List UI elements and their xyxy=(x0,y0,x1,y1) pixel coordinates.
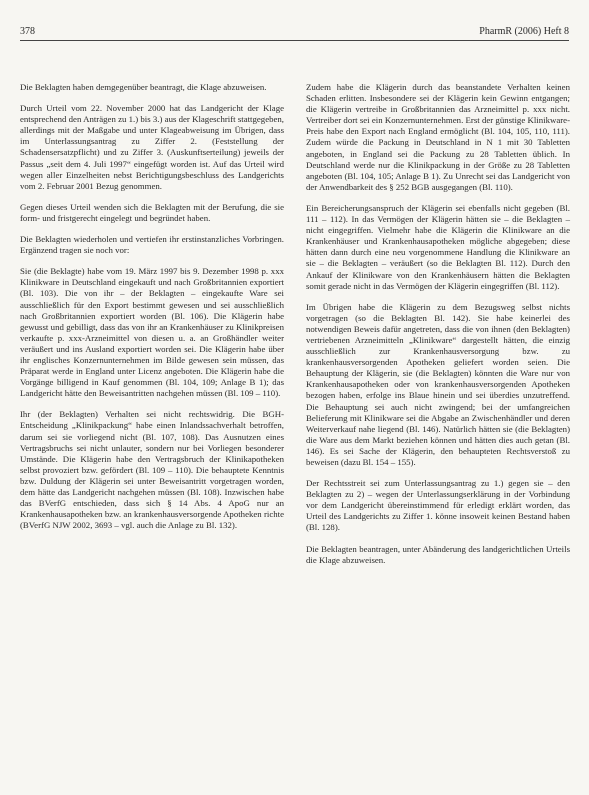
page-number: 378 xyxy=(20,26,35,37)
right-column xyxy=(306,82,570,576)
paragraph: Zudem habe die Klägerin durch das beanstandete Verhalten keinen Schaden erlitten. Insbesondere sei der Klägerin kein Gewinn entgangen; die Klägerin vertreibe in Großbritannien das Arzneimittel p. xxx nicht. Vertreiber dort sei ein Konzernunternehmen. Erst der günstige Klinikware-Preis habe den Export nach England ermöglicht (Bl. 104, 105, 110, 111). Zudem würde die Packung in Deutschland in N 1 mit 30 Tabletten angeboten, in England sei die Packung zu 28 Tabletten üblich. In Deutschland werde nur die Klinikpackung in der Größe zu 28 Tabletten angeboten (Bl. 104, 105; Anlage B 1). Zu Unrecht sei das Landgericht von der Anwendbarkeit des § 252 BGB ausgegangen (Bl. 110). xyxy=(306,82,570,192)
left-column xyxy=(20,82,284,541)
paragraph: Gegen dieses Urteil wenden sich die Beklagten mit der Berufung, die sie form- und fristgerecht eingelegt und begründet haben. xyxy=(20,201,284,223)
paragraph: Durch Urteil vom 22. November 2000 hat das Landgericht der Klage entsprechend den Anträgen zu 1.) bis 3.) aus der Klageschrift stattgegeben, allerdings mit der Maßgabe und unter Klageabweisung im Übrigen, dass im Unterlassungsantrag zu Ziffer 2. (Feststellung der Schadensersatzpflicht) und zu Ziffer 3. (Auskunftserteilung) jeweils der Passus „seit dem 4. Juli 1997“ eingefügt worden ist. Auf das Urteil wird wegen aller Einzelheiten nebst Berichtigungsbeschluss des Landgerichts vom 2. Februar 2001 Bezug genommen. xyxy=(20,103,284,191)
paragraph: Die Beklagten haben demgegenüber beantragt, die Klage abzuweisen. xyxy=(20,82,267,92)
journal-reference: PharmR (2006) Heft 8 xyxy=(479,26,569,37)
paragraph: Die Beklagten wiederholen und vertiefen ihr erstinstanzliches Vorbringen. Ergänzend tragen sie noch vor: xyxy=(20,234,284,256)
paragraph: Im Übrigen habe die Klägerin zu dem Bezugsweg selbst nichts vorgetragen (so die Beklagten Bl. 142). Sie habe keinerlei des notwendigen Beweis dafür angetreten, dass die von ihnen (den Beklagten) vertriebenen Arzneimitteln „Klinikware“ dargestellt hätten, die einzig ausschließlich zur Krankenhausversorgung bzw. zu krankenhausversorgenden Apotheken geliefert worden seien. Die Behauptung der Klägerin, sie (die Beklagten) könnten die Ware nur von Krankenhausapotheken oder von krankenhausversorgenden Apotheken bezogen haben, erfolge ins Blaue hinein und sei überdies unzutreffend. Die Behauptung sei auch nicht zwingend; bei der umfangreichen Belieferung mit Klinikware sei die Abgabe an Zwischenhändler und deren Weiterverkauf nahe liegend (Bl. 146). Natürlich hätten sie (die Beklagten) die Ware aus dem Markt beziehen können und hätten dies auch getan (Bl. 146). Es sei Sache der Klägerin, den behaupteten Rechtsverstoß zu beweisen (dazu Bl. 154 – 155). xyxy=(306,301,570,467)
paragraph: Ein Bereicherungsanspruch der Klägerin sei ebenfalls nicht gegeben (Bl. 111 – 112). In das Vermögen der Klägerin hätten sie – die Beklagten – nicht eingegriffen. Vielmehr habe die Klägerin die Klinikware an die Krankenhäuser und Krankenhausapotheken mögliche abgegeben; diese hätten dann durch eine neu vorgenommene Handlung die Klinikware an sie – die Beklagten – veräußert (so die Beklagten Bl. 112). Durch den Ankauf der Klinikware von den Krankenhäusern hätten die Beklagten somit gerade nicht in das Vermögen der Klägerin eingegriffen (Bl. 112). xyxy=(306,202,570,291)
paragraph: Die Beklagten beantragen, unter Abänderung des landgerichtlichen Urteils die Klage abzuweisen. xyxy=(306,543,570,565)
page-header xyxy=(20,26,569,41)
paragraph: Sie (die Beklagte) habe vom 19. März 1997 bis 9. Dezember 1998 p. xxx Klinikware in Deutschland eingekauft und nach Großbritannien exportiert (Bl. 103). Die von ihr – der Beklagten – eingekaufte Ware sei ausschließlich für den Export bestimmt gewesen und sei ausschließlich nach Großbritannien exportiert worden (Bl. 106). Die Klägerin habe gewusst und gebilligt, dass das von ihr an Krankenhäuser zu Klinikpreisen verkaufte p. xxx-Arzneimittel von diesen u. a. an Großhändler weiter veräußert und ins Ausland exportiert worden sei. Die Klägerin habe über ihr englisches Konzernunternehmen im Bilde gewesen sein müssen, das Präparat werde in England unter Licenz angeboten. Die Klägerin habe die Vorgänge billigend in Kauf genommen (Bl. 104, 109; Anlage B 1); das Landgericht hätte den Beweisantritten nachgehen müssen (Bl. 109 – 110). xyxy=(20,266,284,399)
paragraph: Ihr (der Beklagten) Verhalten sei nicht rechtswidrig. Die BGH-Entscheidung „Klinikpackung“ habe einen Inlandssachverhalt betroffen, darum sei sie vorliegend nicht (Bl. 107, 108). Das Ausnutzen eines Vertragsbruchs sei nicht unlauter, sondern nur bei Vorliegen besonderer Umstände. Die Klägerin habe den Vertragsbruch der Klinikapotheken selbst provoziert bzw. gefördert (Bl. 109 – 110). Die behauptete Kenntnis bzw. Duldung der Klägerin sei unter Beweisantritt vorgetragen worden, dem hätte das Landgericht nachgehen müssen (Bl. 108). Inzwischen habe das BVerfG entschieden, dass sich § 14 Abs. 4 ApoG nur an Krankenhausapotheken bzw. an krankenhausversorgende Apotheken richte (BVerfG NJW 2002, 3693 – vgl. auch die Anlage zu Bl. 132). xyxy=(20,409,284,531)
paragraph: Der Rechtsstreit sei zum Unterlassungsantrag zu 1.) gegen sie – den Beklagten zu 2) – wegen der Unterlassungserklärung in der Vorbindung vor dem Landgericht übereinstimmend für erledigt erklärt worden, das Urteil des Landgerichts zu Ziffer 1. könne insoweit keinen Bestand haben (Bl. 128). xyxy=(306,478,570,533)
